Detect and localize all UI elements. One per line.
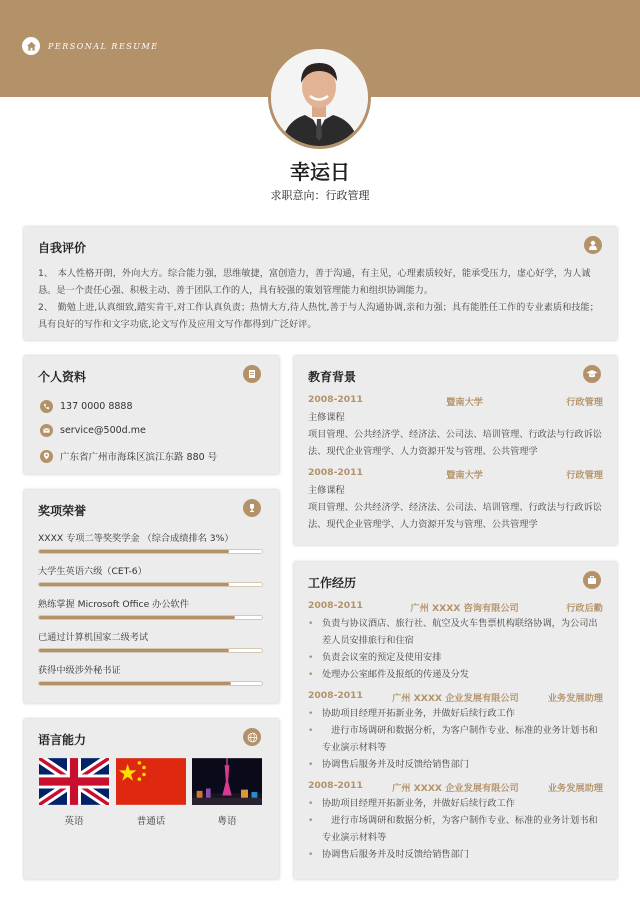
work-role: 业务发展助理 xyxy=(547,693,603,704)
work-period: 2008-2011 xyxy=(308,690,363,701)
education-item xyxy=(308,467,603,533)
bullet-icon: • xyxy=(308,708,314,719)
education-period: 2008-2011 xyxy=(308,467,363,478)
uk-flag xyxy=(39,758,109,809)
award-item xyxy=(38,629,263,653)
graduation-cap-icon xyxy=(583,365,601,383)
duty-text: 协调售后服务并及时反馈给销售部门 xyxy=(322,759,469,770)
work-item xyxy=(308,780,603,863)
home-icon xyxy=(22,37,40,55)
education-school: 暨南大学 xyxy=(446,397,483,408)
email-row xyxy=(40,424,146,437)
education-school: 暨南大学 xyxy=(446,470,483,481)
work-company: 广州 XXXX 企业发展有限公司 xyxy=(392,783,519,794)
self-eval-item: 2、 勤勉上进,认真细致,踏实肯干,对工作认真负责；热情大方,待人热忱,善于与人沟通协调,亲和力强；具有能胜任工作的专业素质和技能；具有良好的写作和文字功底,论文写作及应用文写作都得到广泛好评。 xyxy=(38,302,599,330)
award-item xyxy=(38,563,263,587)
job-value: 行政管理 xyxy=(325,189,370,202)
award-label: 熟练掌握 Microsoft Office 办公软件 xyxy=(38,599,189,610)
language-item xyxy=(192,758,262,827)
education-title: 教育背景 xyxy=(308,370,357,384)
user-icon xyxy=(584,236,602,254)
award-item xyxy=(38,596,263,620)
work-period: 2008-2011 xyxy=(308,600,363,611)
languages-title: 语言能力 xyxy=(38,733,87,747)
duty-item xyxy=(308,722,603,756)
language-label: 粤语 xyxy=(217,816,237,827)
address-value: 广东省广州市海珠区滨江东路 880 号 xyxy=(60,452,218,463)
bullet-icon: • xyxy=(308,618,314,629)
award-progress-fill xyxy=(39,583,229,586)
canton-tower-night xyxy=(192,758,262,809)
duty-text: 协调售后服务并及时反馈给销售部门 xyxy=(322,849,469,860)
work-role: 行政后勤 xyxy=(566,603,603,614)
phone-value: 137 0000 8888 xyxy=(60,401,133,412)
duty-item xyxy=(308,846,603,863)
award-progress-bar xyxy=(38,615,263,620)
award-progress-bar xyxy=(38,648,263,653)
phone-icon xyxy=(40,400,53,413)
bullet-icon: • xyxy=(308,798,314,809)
duty-item xyxy=(308,615,603,649)
award-item xyxy=(38,662,263,686)
language-item xyxy=(39,758,109,827)
work-card xyxy=(294,562,617,879)
bullet-icon: • xyxy=(308,759,314,770)
education-item xyxy=(308,394,603,460)
work-title: 工作经历 xyxy=(308,576,357,590)
award-progress-bar xyxy=(38,681,263,686)
award-item xyxy=(38,530,263,554)
course-label: 主修课程 xyxy=(308,412,345,423)
logo xyxy=(22,37,159,55)
briefcase-icon xyxy=(583,571,601,589)
avatar xyxy=(268,46,371,149)
award-progress-bar xyxy=(38,582,263,587)
course-list: 项目管理、公共经济学、经济法、公司法、培训管理、行政法与行政诉讼法、现代企业管理学、人力资源开发与管理、公共管理学 xyxy=(308,429,602,457)
globe-icon xyxy=(243,728,261,746)
duty-text: 协助项目经理开拓新业务，并做好后续行政工作 xyxy=(322,798,515,809)
china-flag xyxy=(116,758,186,809)
address-row xyxy=(40,449,217,463)
bullet-icon: • xyxy=(308,849,314,860)
duty-item xyxy=(308,795,603,812)
award-progress-fill xyxy=(39,682,231,685)
education-major: 行政管理 xyxy=(566,470,603,481)
award-label: 获得中级涉外秘书证 xyxy=(38,665,121,676)
trophy-icon xyxy=(243,499,261,517)
education-card xyxy=(294,356,617,545)
duty-item xyxy=(308,649,603,666)
language-label: 普通话 xyxy=(136,816,166,827)
award-progress-fill xyxy=(39,649,229,652)
language-item xyxy=(116,758,186,827)
job-label: 求职意向： xyxy=(270,189,326,202)
duty-item xyxy=(308,666,603,683)
award-progress-fill xyxy=(39,550,229,553)
work-role: 业务发展助理 xyxy=(547,783,603,794)
language-label: 英语 xyxy=(64,816,84,827)
duty-text: 处理办公室邮件及报纸的传递及分发 xyxy=(322,669,469,680)
work-company: 广州 XXXX 企业发展有限公司 xyxy=(392,693,519,704)
self-eval-title: 自我评价 xyxy=(38,241,87,255)
award-progress-bar xyxy=(38,549,263,554)
mail-icon xyxy=(40,424,53,437)
phone-row xyxy=(40,400,133,413)
bullet-icon: • xyxy=(308,815,314,826)
document-icon xyxy=(243,365,261,383)
award-label: XXXX 专项二等奖奖学金 （综合成绩排名 3%） xyxy=(38,533,234,544)
duty-text: 负责与协议酒店、旅行社、航空及火车售票机构联络协调，为公司出差人员安排旅行和住宿 xyxy=(322,618,598,646)
bullet-icon: • xyxy=(308,652,314,663)
work-item xyxy=(308,690,603,773)
work-company: 广州 XXXX 咨询有限公司 xyxy=(410,603,519,614)
work-item xyxy=(308,600,603,683)
candidate-name: 幸运日 xyxy=(290,160,350,184)
bullet-icon: • xyxy=(308,669,314,680)
bullet-icon: • xyxy=(308,725,314,736)
duty-item xyxy=(308,705,603,722)
duty-text: 协助项目经理开拓新业务，并做好后续行政工作 xyxy=(322,708,515,719)
self-eval-item: 1、 本人性格开朗，外向大方。综合能力强，思维敏捷，富创造力，善于沟通，有主见，心理素质较好，能承受压力，虚心好学，为人诚恳。是一个责任心强、积极主动、善于团队工作的人，具有较强的策划管理能力和组织协调能力。 xyxy=(38,268,591,296)
duty-text: 进行市场调研和数据分析，为客户制作专业、标准的业务计划书和专业演示材料等 xyxy=(322,725,598,753)
profile-card xyxy=(24,356,279,474)
course-list: 项目管理、公共经济学、经济法、公司法、培训管理、行政法与行政诉讼法、现代企业管理学、人力资源开发与管理、公共管理学 xyxy=(308,502,602,530)
award-progress-fill xyxy=(39,616,235,619)
job-intention xyxy=(0,187,640,203)
duty-item xyxy=(308,812,603,846)
work-period: 2008-2011 xyxy=(308,780,363,791)
education-period: 2008-2011 xyxy=(308,394,363,405)
logo-text: PERSONAL RESUME xyxy=(48,41,159,51)
location-pin-icon xyxy=(40,450,53,463)
awards-title: 奖项荣誉 xyxy=(38,504,87,518)
awards-card xyxy=(24,490,279,703)
duty-item xyxy=(308,756,603,773)
duty-text: 进行市场调研和数据分析，为客户制作专业、标准的业务计划书和专业演示材料等 xyxy=(322,815,598,843)
award-label: 已通过计算机国家二级考试 xyxy=(38,632,149,643)
email-value: service@500d.me xyxy=(60,425,146,436)
profile-title: 个人资料 xyxy=(38,370,87,384)
course-label: 主修课程 xyxy=(308,485,345,496)
education-major: 行政管理 xyxy=(566,397,603,408)
duty-text: 负责会议室的预定及使用安排 xyxy=(322,652,442,663)
self-eval-card xyxy=(24,227,617,340)
award-label: 大学生英语六级（CET-6） xyxy=(38,566,147,577)
